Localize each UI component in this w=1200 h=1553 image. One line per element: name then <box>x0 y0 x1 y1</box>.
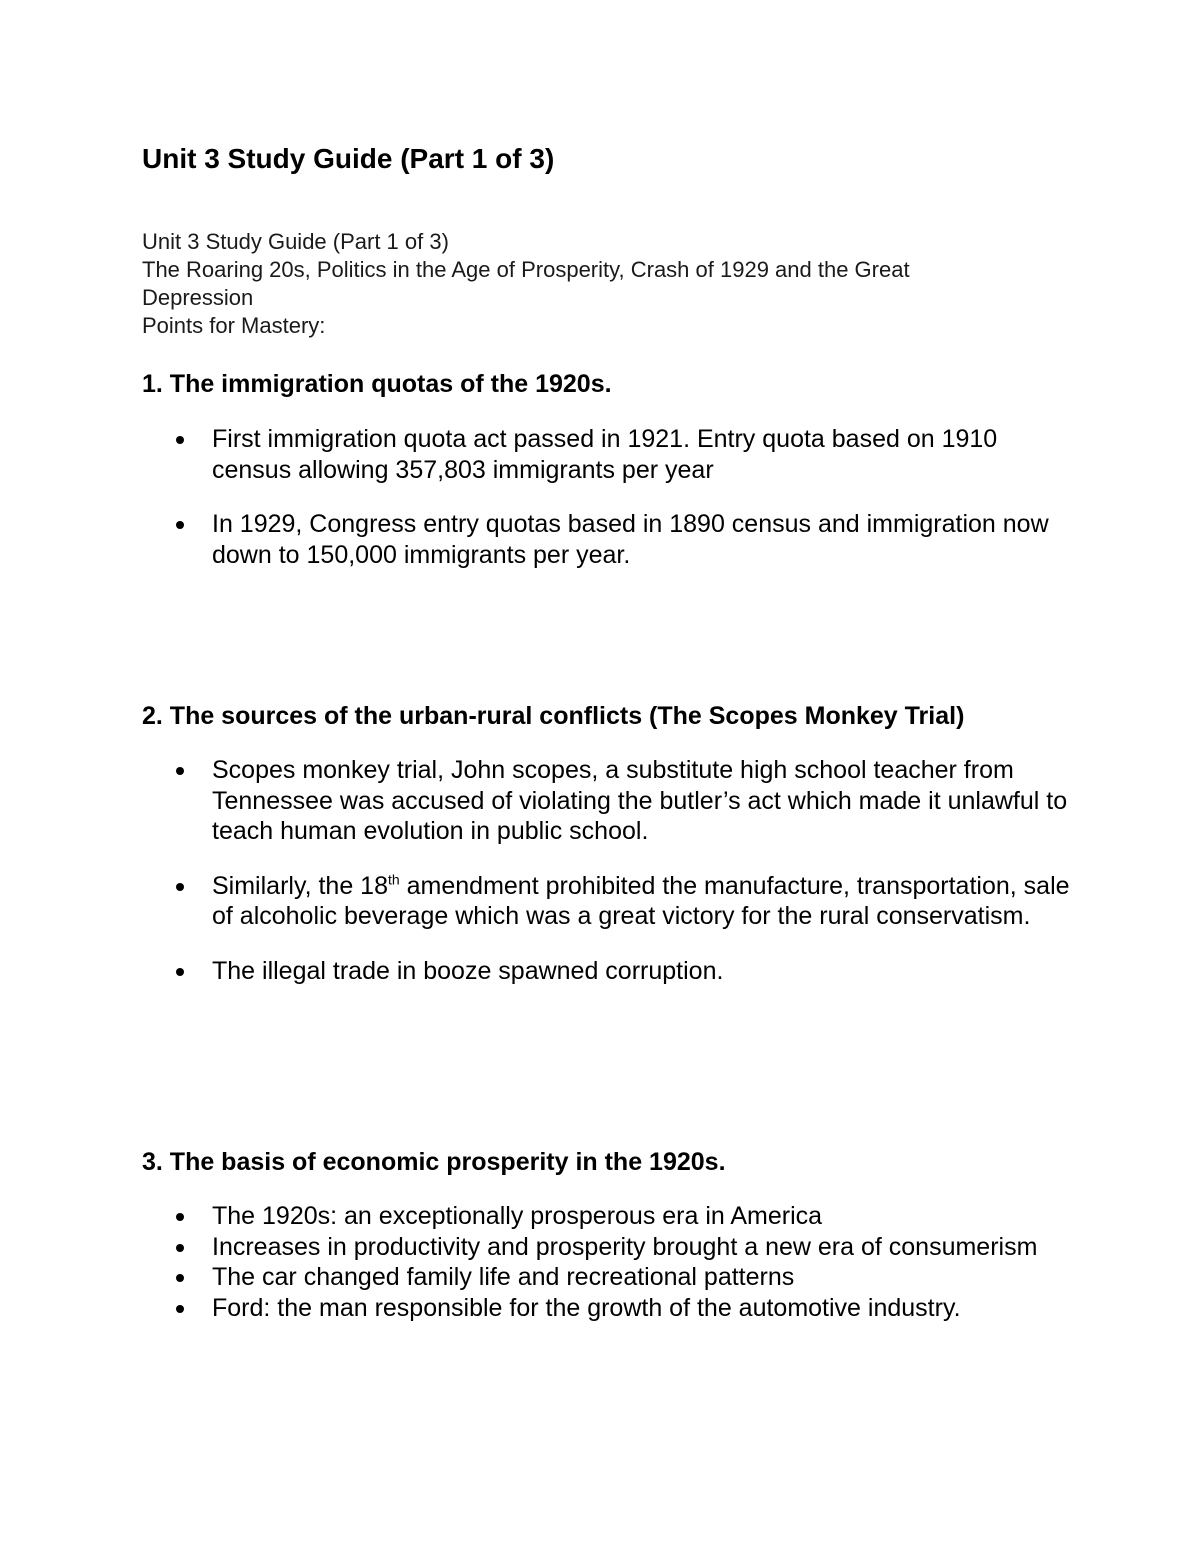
bullet-text-before: Similarly, the 18 <box>212 871 388 900</box>
list-item <box>0 1262 1072 1293</box>
intro-block <box>142 228 1062 340</box>
list-item <box>0 956 1072 987</box>
intro-line: The Roaring 20s, Politics in the Age of Prosperity, Crash of 1929 and the Great <box>142 257 910 282</box>
bullet-text: The car changed family life and recreational patterns <box>212 1263 795 1291</box>
section-2-heading: 2. The sources of the urban-rural conflicts (The Scopes Monkey Trial) <box>142 702 965 730</box>
intro-line: Points for Mastery: <box>142 313 326 338</box>
bullet-icon <box>176 767 184 775</box>
bullet-icon <box>176 1305 184 1313</box>
bullet-text: The 1920s: an exceptionally prosperous era in America <box>212 1202 823 1230</box>
bullet-icon <box>176 1244 184 1252</box>
bullet-text: In 1929, Congress entry quotas based in 1890 census and immigration now down to 150,000 immigrants per year. <box>212 510 1049 569</box>
section-3-bullet-list <box>0 1201 1100 1323</box>
section-2-bullet-list <box>0 755 1100 1010</box>
bullet-icon <box>176 968 184 976</box>
bullet-text: Increases in productivity and prosperity brought a new era of consumerism <box>212 1232 1038 1261</box>
list-item <box>0 1201 1072 1232</box>
list-item <box>0 1232 1072 1263</box>
bullet-icon <box>176 1213 184 1221</box>
bullet-icon <box>176 521 184 529</box>
bullet-text: First immigration quota act passed in 1921. Entry quota based on 1910 census allowing 357,803 immigrants per year <box>212 425 998 484</box>
section-1-bullet-list <box>0 424 1100 594</box>
list-item <box>0 1293 1072 1324</box>
superscript-ordinal: th <box>388 871 400 888</box>
section-1-heading: 1. The immigration quotas of the 1920s. <box>142 370 612 398</box>
list-item <box>0 755 1072 847</box>
list-item <box>0 509 1072 570</box>
intro-line: Depression <box>142 285 254 310</box>
bullet-icon <box>176 883 184 891</box>
bullet-text: The illegal trade in booze spawned corruption. <box>212 956 724 985</box>
bullet-text <box>212 872 1070 931</box>
list-item <box>0 871 1072 932</box>
document-title: Unit 3 Study Guide (Part 1 of 3) <box>142 143 555 174</box>
bullet-icon <box>176 1274 184 1282</box>
bullet-icon <box>176 436 184 444</box>
section-3-heading: 3. The basis of economic prosperity in the 1920s. <box>142 1148 726 1176</box>
bullet-text: Ford: the man responsible for the growth of the automotive industry. <box>212 1293 961 1322</box>
intro-line: Unit 3 Study Guide (Part 1 of 3) <box>142 229 449 254</box>
bullet-text: Scopes monkey trial, John scopes, a substitute high school teacher from Tennessee was accused of violating the butler’s act which made it unlawful to teach human evolution in public school. <box>212 756 1068 845</box>
bullet-text-after: amendment prohibited the manufacture, transportation, sale of alcoholic beverage which was a great victory for the rural conservatism. <box>212 871 1070 930</box>
list-item <box>0 424 1072 485</box>
